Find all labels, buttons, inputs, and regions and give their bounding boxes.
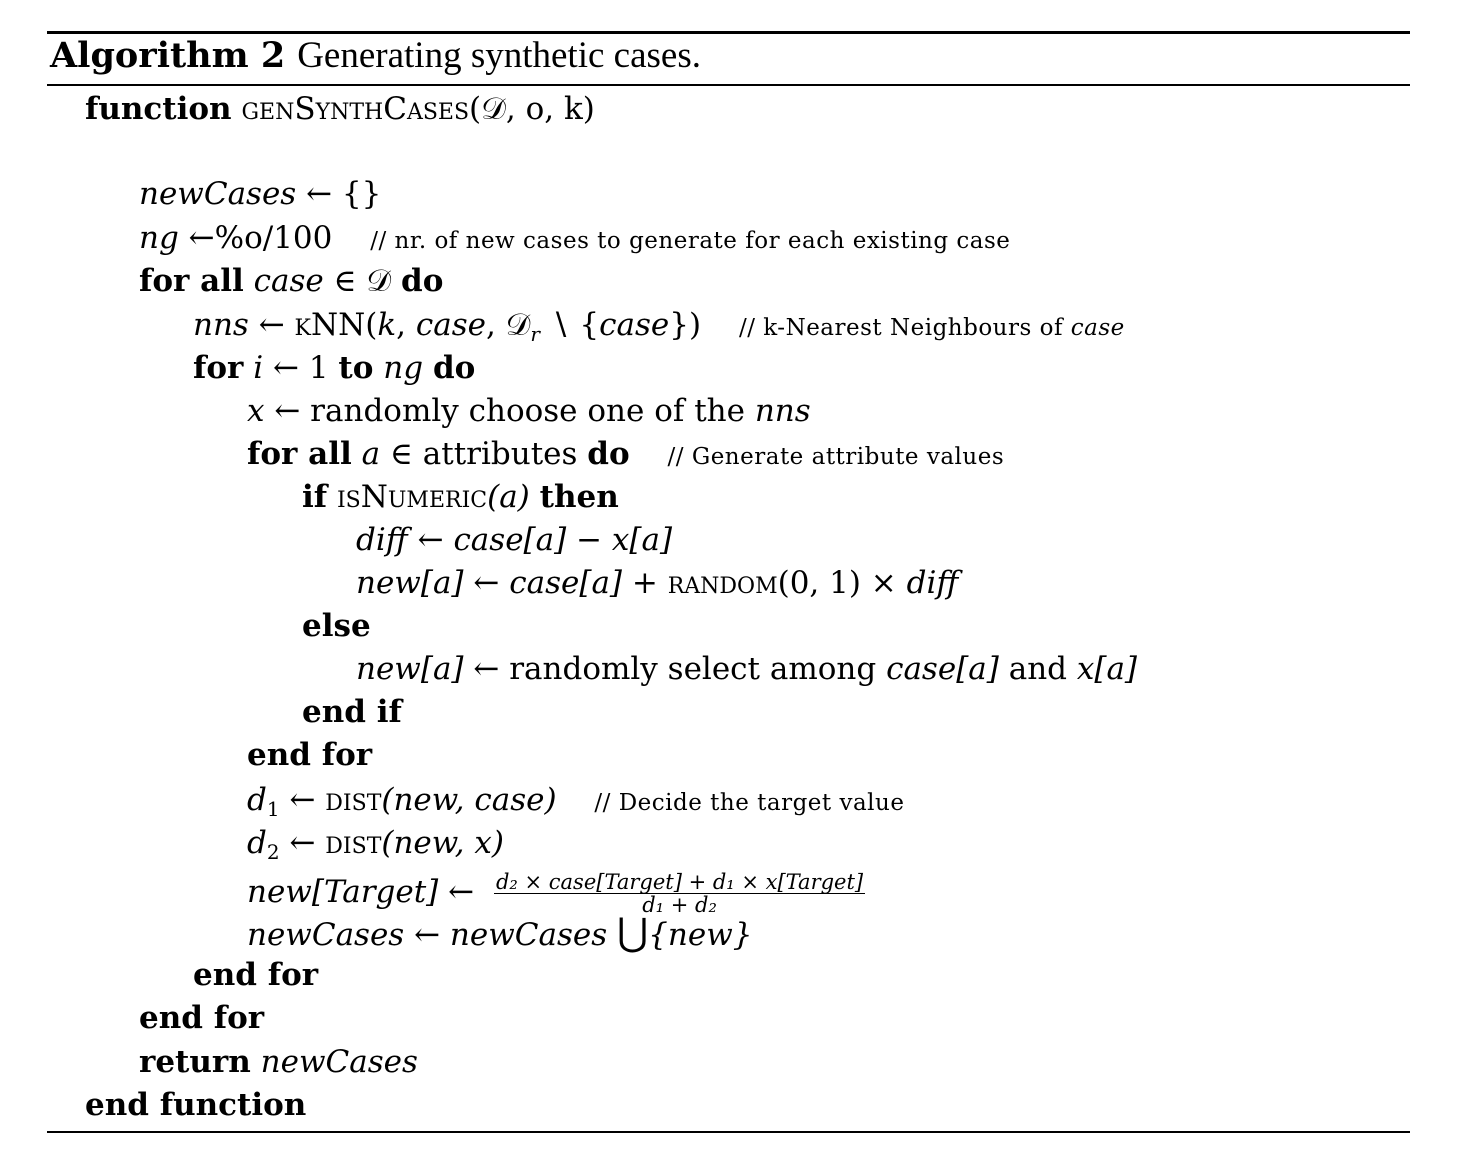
dist-args: (new, case) [381,782,557,818]
comment-ng: // nr. of new cases to generate for each existing case [370,228,1011,254]
line-for-all-case [139,261,443,301]
algorithm-title [50,32,701,80]
set-minus: ∖ { [539,307,600,343]
var-nns: nns [193,307,249,343]
line-new-target [247,868,865,916]
keyword-do: do [587,436,630,472]
var-newcases: newCases [260,1044,418,1080]
fn-knn: kNN [294,307,366,343]
keyword-end-for: end for [247,737,373,773]
keyword-function: function [85,91,232,127]
in-attributes: ∈ attributes [389,436,578,472]
keyword-end-function: end function [85,1087,307,1123]
fn-isnumeric: isNumeric [336,479,488,515]
line-diff [356,520,672,560]
set-new: {new} [648,917,753,953]
arrow: ← [258,307,285,343]
header-rule [47,84,1410,86]
line-new-numeric [356,563,958,603]
subscript-1: 1 [266,797,280,821]
paren-open: ( [365,307,378,343]
line-end-for-i [193,955,318,995]
assign-empty-set: ← {} [306,176,382,212]
x-index: x[a] [1076,651,1138,687]
line-d1 [247,780,904,820]
arrow: ← [448,874,475,910]
keyword-do: do [432,350,476,386]
var-case: case [415,307,486,343]
var-case: case [599,307,670,343]
function-args: (𝒟, o, k) [469,91,595,127]
keyword-for-all: for all [139,263,244,299]
algorithm-label: Algorithm 2 [50,35,286,76]
comment-attributes: // Generate attribute values [667,444,1005,470]
in-dataset: ∈ 𝒟 [333,263,392,299]
line-end-if [302,692,402,732]
var-d: d [247,825,267,861]
case-index: [a] [956,651,999,687]
target-fraction [494,871,865,916]
keyword-then: then [539,479,619,515]
line-end-for-case [139,998,264,1038]
var-new: new [356,565,421,601]
line-init-newcases [139,174,381,214]
index-a: [a] [420,651,464,687]
bottom-rule [47,1131,1410,1133]
fn-dist: dist [325,825,382,861]
var-a: a [361,436,381,472]
line-ng [139,218,1010,258]
set-close: }) [669,307,702,343]
var-nns: nns [754,393,811,429]
dist-args: (new, x) [381,825,504,861]
comment-knn-var: case [1070,315,1125,341]
comma: , [396,307,416,343]
line-d2 [247,823,504,863]
comment-target: // Decide the target value [594,790,905,816]
keyword-end-for: end for [193,957,319,993]
line-nns [193,305,1125,345]
keyword-to: to [338,350,374,386]
line-return [139,1042,418,1082]
comment-knn [739,315,1125,341]
line-if-numeric [302,477,619,517]
keyword-end-for: end for [139,1000,265,1036]
arrow: ← [417,522,444,558]
diff-expr: [a] − x[a] [523,522,673,558]
keyword-else: else [302,608,371,644]
keyword-do: do [401,263,444,299]
var-case: case [253,263,324,299]
line-new-nominal [356,649,1137,689]
keyword-for: for [193,350,244,386]
keyword-if: if [302,479,328,515]
algorithm-caption: Generating synthetic cases. [297,35,701,76]
arrow: ← [414,917,441,953]
var-newcases: newCases [139,176,297,212]
subscript-r: r [530,322,540,346]
subscript-2: 2 [266,840,280,864]
var-ng: ng [139,220,179,256]
fn-random: random [667,565,778,601]
new-target: new[Target] [247,874,439,910]
fn-dist: dist [325,782,382,818]
var-case: case [886,651,957,687]
var-case: case [453,522,524,558]
var-i: i [253,350,264,386]
ng-expr: ←%o/100 [188,220,333,256]
var-diff: diff [906,565,959,601]
and-text: and [1008,651,1068,687]
var-newcases: newCases [449,917,608,953]
union-symbol: ⋃ [617,910,649,954]
index-a: [a] [420,565,464,601]
var-newcases: newCases [247,917,405,953]
keyword-for-all: for all [247,436,352,472]
choose-text: ← randomly choose one of the [274,393,745,429]
var-x: x [247,393,265,429]
var-new: new [356,651,421,687]
var-diff: diff [356,522,408,558]
keyword-end-if: end if [302,694,402,730]
var-case: case [509,565,580,601]
line-choose-x [247,391,811,431]
line-else [302,606,371,646]
random-args: (0, 1) × [777,565,897,601]
line-function-signature [85,89,595,129]
var-ng: ng [383,350,424,386]
var-k: k [377,307,397,343]
select-text: ← randomly select among [473,651,877,687]
args-a: (a) [487,479,530,515]
arrow: ← [289,782,316,818]
fraction-denominator: d₁ + d₂ [642,893,717,917]
line-for-all-attributes [247,434,1004,474]
line-for-i [193,348,475,388]
function-name: genSynthCases [241,91,470,127]
arrow: ← [289,825,316,861]
line-union [247,912,752,952]
fraction-numerator: d₂ × case[Target] + d₁ × x[Target] [495,870,864,894]
arrow: ← [473,565,500,601]
comment-knn-text: // k-Nearest Neighbours of [738,315,1063,341]
assign-one: ← 1 [273,350,329,386]
var-d: d [247,782,267,818]
keyword-return: return [139,1044,251,1080]
comma-dataset: , 𝒟 [485,307,531,343]
line-end-for-attributes [247,735,372,775]
plus-expr: [a] + [579,565,658,601]
line-end-function [85,1085,306,1125]
